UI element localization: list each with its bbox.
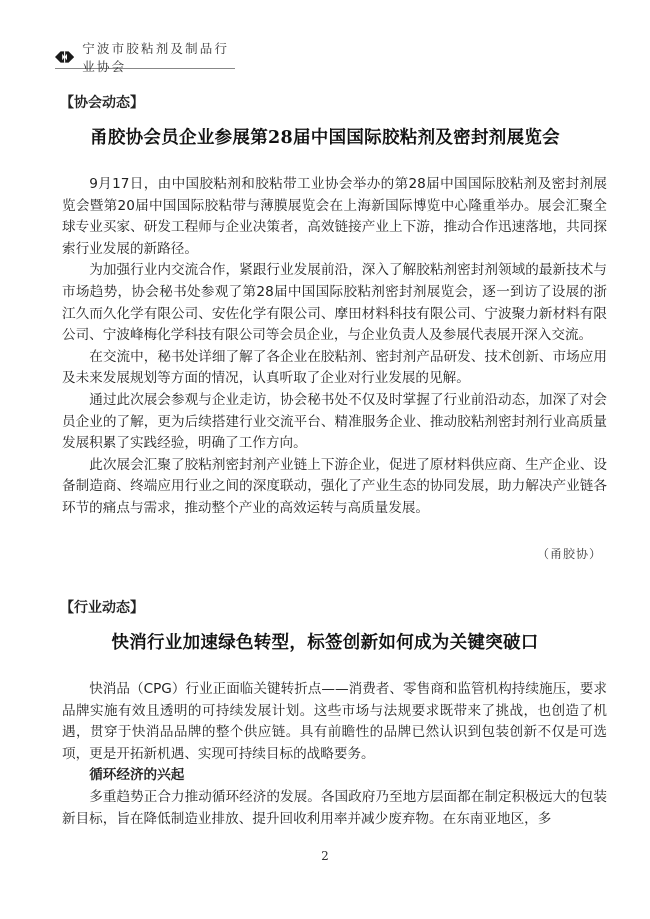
section-tag-industry-news: 【行业动态】 xyxy=(60,600,144,616)
header-title: 宁波市胶粘剂及制品行业协会 xyxy=(82,41,230,74)
article-source: （甬胶协） xyxy=(536,547,602,561)
paragraph: 快消品（CPG）行业正面临关键转折点——消费者、零售商和监管机构持续施压，要求品牌实施有效且透明的可持续发展计划。这些市场与法规要求既带来了挑战，也创造了机遇，贯穿于快消品品牌的整个供应链。具有前瞻性的品牌已然认识到包装创新不仅是可选项，更是开拓新机遇、实现可持续目标的战略要务。 xyxy=(62,681,607,762)
paragraph: 此次展会汇聚了胶粘剂密封剂产业链上下游企业，促进了原材料供应商、生产企业、设备制造商、终端应用行业之间的深度联动，强化了产业生态的协同发展，助力解决产业链各环节的痛点与需求，推动整个产业的高效运转与高质量发展。 xyxy=(62,456,607,516)
article-body xyxy=(62,174,607,520)
article-body xyxy=(62,679,607,830)
paragraph: 通过此次展会参观与企业走访，协会秘书处不仅及时掌握了行业前沿动态，加深了对会员企业的了解，更为后续搭建行业交流平台、精准服务企业、推动胶粘剂密封剂行业高质量发展积累了实践经验，明确了工作方向。 xyxy=(62,391,607,452)
paragraph: 为加强行业内交流合作，紧跟行业发展前沿，深入了解胶粘剂密封剂领域的最新技术与市场趋势，协会秘书处参观了第28届中国国际胶粘剂密封剂展览会，逐一到访了设展的浙江久而久化学有限公司、安佐化学有限公司、摩田材料科技有限公司、宁波聚力新材料有限公司、宁波峰梅化学科技有限公司等会员企业，与企业负责人及参展代表展开深入交流。 xyxy=(62,262,607,344)
paragraph: 9月17日，由中国胶粘剂和胶粘带工业协会举办的第28届中国国际胶粘剂及密封剂展览会暨第20届中国国际胶粘带与薄膜展览会在上海新国际博览中心隆重举办。展会汇聚全球专业买家、研发工程师与企业决策者，高效链接产业上下游，推动合作迅速落地，共同探索行业发展的新路径。 xyxy=(62,176,607,257)
page-number: 2 xyxy=(321,849,329,863)
paragraph: 多重趋势正合力推动循环经济的发展。各国政府乃至地方层面都在制定积极远大的包装新目标，旨在降低制造业排放、提升回收利用率并减少废弃物。在东南亚地区，多 xyxy=(62,788,607,827)
association-logo-icon xyxy=(55,50,74,64)
subheading: 循环经济的兴起 xyxy=(89,767,185,784)
article-title: 快消行业加速绿色转型，标签创新如何成为关键突破口 xyxy=(111,633,539,653)
article-title: 甬胶协会员企业参展第28届中国国际胶粘剂及密封剂展览会 xyxy=(90,128,560,148)
paragraph: 在交流中，秘书处详细了解了各企业在胶粘剂、密封剂产品研发、技术创新、市场应用及未来发展规划等方面的情况，认真听取了企业对行业发展的见解。 xyxy=(62,348,607,387)
section-tag-association-news: 【协会动态】 xyxy=(60,95,144,111)
page-header xyxy=(55,41,235,74)
